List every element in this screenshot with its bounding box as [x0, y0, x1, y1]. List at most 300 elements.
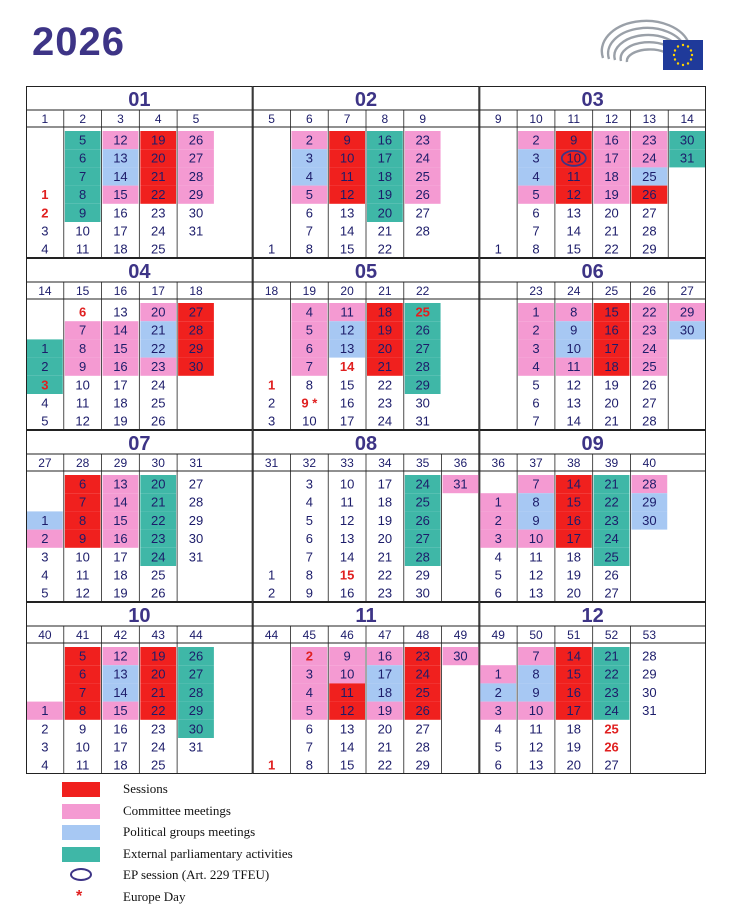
day-cell[interactable]: 28: [642, 648, 657, 664]
day-cell[interactable]: 3: [305, 666, 313, 682]
day-cell[interactable]: 19: [566, 567, 582, 583]
day-cell[interactable]: 10: [75, 549, 90, 565]
day-cell[interactable]: 13: [113, 476, 128, 492]
day-cell[interactable]: 12: [75, 413, 90, 429]
day-cell[interactable]: 11: [75, 241, 90, 257]
day-cell[interactable]: 22: [604, 241, 619, 257]
day-cell[interactable]: 27: [415, 340, 430, 356]
day-cell[interactable]: 5: [305, 512, 313, 528]
day-cell[interactable]: 15: [339, 377, 355, 393]
day-cell[interactable]: 27: [188, 150, 204, 166]
day-cell[interactable]: 20: [150, 666, 166, 682]
day-cell[interactable]: 21: [604, 648, 619, 664]
day-cell[interactable]: 26: [415, 187, 430, 203]
day-cell[interactable]: 15: [113, 187, 128, 203]
day-cell[interactable]: 22: [150, 703, 166, 719]
day-cell[interactable]: 14: [339, 359, 355, 375]
day-cell[interactable]: 30: [679, 132, 695, 148]
day-cell[interactable]: 19: [150, 132, 166, 148]
day-cell[interactable]: 1: [267, 377, 276, 393]
day-cell[interactable]: 7: [79, 322, 87, 338]
day-cell[interactable]: 31: [188, 223, 204, 239]
day-cell[interactable]: 7: [305, 549, 313, 565]
day-cell[interactable]: 24: [642, 340, 657, 356]
day-cell[interactable]: 17: [339, 413, 355, 429]
day-cell[interactable]: 17: [113, 377, 128, 393]
day-cell[interactable]: 17: [604, 340, 619, 356]
day-cell[interactable]: 19: [377, 512, 393, 528]
day-cell[interactable]: 10: [75, 739, 90, 755]
day-cell[interactable]: 21: [377, 549, 393, 565]
day-cell[interactable]: 31: [188, 739, 204, 755]
day-cell[interactable]: 5: [79, 132, 87, 148]
day-cell[interactable]: 21: [377, 739, 393, 755]
day-cell[interactable]: 31: [679, 150, 695, 166]
day-cell[interactable]: 29: [679, 304, 695, 320]
day-cell[interactable]: 1: [41, 703, 49, 719]
day-cell[interactable]: 11: [567, 168, 581, 184]
day-cell[interactable]: 11: [75, 757, 90, 773]
day-cell[interactable]: 3: [532, 340, 540, 356]
day-cell[interactable]: 23: [377, 395, 393, 411]
day-cell[interactable]: 17: [113, 549, 128, 565]
day-cell[interactable]: 17: [377, 476, 393, 492]
day-cell[interactable]: 24: [604, 531, 619, 547]
day-cell[interactable]: 1: [267, 241, 276, 257]
day-cell[interactable]: 2: [305, 648, 313, 664]
day-cell[interactable]: 24: [415, 150, 430, 166]
day-cell[interactable]: 5: [79, 648, 87, 664]
day-cell[interactable]: 11: [340, 168, 354, 184]
day-cell[interactable]: 13: [339, 721, 355, 737]
day-cell[interactable]: 19: [150, 648, 166, 664]
day-cell[interactable]: 7: [79, 168, 87, 184]
day-cell[interactable]: 14: [566, 413, 582, 429]
day-cell[interactable]: 28: [642, 223, 657, 239]
day-cell[interactable]: 5: [305, 322, 313, 338]
day-cell[interactable]: 4: [41, 567, 49, 583]
day-cell[interactable]: 16: [339, 395, 355, 411]
day-cell[interactable]: 9: [532, 512, 540, 528]
day-cell[interactable]: 1: [494, 494, 502, 510]
day-cell[interactable]: 11: [340, 494, 354, 510]
day-cell[interactable]: 1: [41, 340, 49, 356]
day-cell[interactable]: 24: [150, 223, 166, 239]
day-cell[interactable]: 4: [305, 494, 313, 510]
day-cell[interactable]: 27: [188, 666, 204, 682]
day-cell[interactable]: 13: [566, 395, 582, 411]
day-cell[interactable]: 6: [305, 340, 313, 356]
day-cell[interactable]: 12: [113, 648, 128, 664]
day-cell[interactable]: 12: [528, 739, 544, 755]
day-cell[interactable]: 10: [339, 150, 355, 166]
day-cell[interactable]: 16: [377, 648, 393, 664]
day-cell[interactable]: 5: [532, 377, 540, 393]
day-cell[interactable]: 9: [570, 322, 578, 338]
day-cell[interactable]: 4: [41, 241, 49, 257]
day-cell[interactable]: 18: [113, 757, 128, 773]
day-cell[interactable]: 22: [377, 241, 393, 257]
day-cell[interactable]: 31: [453, 476, 468, 492]
day-cell[interactable]: 13: [113, 304, 128, 320]
day-cell[interactable]: 26: [415, 703, 430, 719]
day-cell[interactable]: 20: [604, 395, 619, 411]
day-cell[interactable]: 26: [150, 413, 166, 429]
day-cell[interactable]: 5: [305, 187, 313, 203]
day-cell[interactable]: 29: [642, 494, 657, 510]
day-cell[interactable]: 29: [415, 757, 430, 773]
day-cell[interactable]: 15: [566, 666, 582, 682]
day-cell[interactable]: 26: [604, 739, 619, 755]
day-cell[interactable]: 19: [566, 739, 582, 755]
day-cell[interactable]: 12: [566, 377, 582, 393]
day-cell[interactable]: 14: [113, 494, 128, 510]
day-cell[interactable]: 1: [41, 512, 49, 528]
day-cell[interactable]: 29: [642, 241, 657, 257]
day-cell[interactable]: 9: [532, 684, 540, 700]
day-cell[interactable]: 27: [642, 205, 657, 221]
day-cell[interactable]: 27: [415, 531, 430, 547]
day-cell[interactable]: 10: [339, 476, 355, 492]
day-cell[interactable]: 31: [415, 413, 430, 429]
day-cell[interactable]: 13: [528, 585, 544, 601]
day-cell[interactable]: 4: [532, 359, 540, 375]
day-cell[interactable]: 3: [305, 150, 313, 166]
day-cell[interactable]: 29: [188, 340, 204, 356]
day-cell[interactable]: 28: [188, 322, 204, 338]
day-cell[interactable]: 6: [305, 721, 313, 737]
day-cell[interactable]: 2: [494, 512, 502, 528]
day-cell[interactable]: 21: [150, 684, 166, 700]
day-cell[interactable]: 25: [415, 304, 430, 320]
day-cell[interactable]: 16: [566, 512, 582, 528]
day-cell[interactable]: 21: [604, 476, 619, 492]
day-cell[interactable]: 27: [642, 395, 657, 411]
day-cell[interactable]: 15: [339, 757, 355, 773]
day-cell[interactable]: 14: [566, 648, 582, 664]
day-cell[interactable]: 2: [305, 132, 313, 148]
day-cell[interactable]: 29: [188, 703, 204, 719]
day-cell[interactable]: 22: [150, 340, 166, 356]
day-cell[interactable]: 29: [415, 377, 430, 393]
day-cell[interactable]: 6: [305, 531, 313, 547]
day-cell[interactable]: 9: [343, 132, 351, 148]
day-cell[interactable]: 25: [150, 567, 166, 583]
day-cell[interactable]: 20: [377, 721, 393, 737]
day-cell[interactable]: 15: [113, 703, 128, 719]
day-cell[interactable]: 18: [113, 567, 128, 583]
day-cell[interactable]: 27: [188, 476, 204, 492]
day-cell[interactable]: 15: [339, 567, 355, 583]
day-cell[interactable]: 16: [113, 721, 128, 737]
day-cell[interactable]: 15: [566, 494, 582, 510]
day-cell[interactable]: 5: [305, 703, 313, 719]
day-cell[interactable]: 20: [566, 585, 582, 601]
day-cell[interactable]: 16: [339, 585, 355, 601]
day-cell[interactable]: 24: [642, 150, 657, 166]
day-cell[interactable]: 13: [113, 666, 128, 682]
day-cell[interactable]: 4: [494, 549, 502, 565]
day-cell[interactable]: 6: [79, 304, 87, 320]
day-cell[interactable]: 6: [79, 150, 87, 166]
day-cell[interactable]: 22: [604, 666, 619, 682]
day-cell[interactable]: 25: [642, 359, 657, 375]
day-cell[interactable]: 11: [75, 395, 90, 411]
day-cell[interactable]: 4: [41, 757, 49, 773]
day-cell[interactable]: 14: [113, 168, 128, 184]
day-cell[interactable]: 7: [532, 413, 540, 429]
day-cell[interactable]: 1: [494, 241, 502, 257]
day-cell[interactable]: 24: [377, 413, 393, 429]
day-cell[interactable]: 30: [188, 359, 204, 375]
day-cell[interactable]: 14: [566, 223, 582, 239]
day-cell[interactable]: 20: [377, 531, 393, 547]
day-cell[interactable]: 12: [113, 132, 128, 148]
day-cell[interactable]: 8: [532, 241, 540, 257]
day-cell[interactable]: 8: [570, 304, 578, 320]
day-cell[interactable]: 27: [415, 721, 430, 737]
day-cell[interactable]: 18: [604, 168, 619, 184]
day-cell[interactable]: 30: [642, 684, 657, 700]
day-cell[interactable]: 17: [566, 703, 582, 719]
day-cell[interactable]: 23: [642, 322, 657, 338]
day-cell[interactable]: 13: [566, 205, 582, 221]
day-cell[interactable]: 23: [642, 132, 657, 148]
day-cell[interactable]: 8: [305, 377, 313, 393]
day-cell[interactable]: 26: [415, 322, 430, 338]
day-cell[interactable]: 23: [150, 205, 166, 221]
day-cell[interactable]: 20: [377, 340, 393, 356]
day-cell[interactable]: 1: [532, 304, 540, 320]
day-cell[interactable]: 27: [604, 585, 619, 601]
day-cell[interactable]: 25: [415, 168, 430, 184]
day-cell[interactable]: 15: [113, 512, 128, 528]
day-cell[interactable]: 2: [267, 395, 276, 411]
day-cell[interactable]: 1: [494, 666, 502, 682]
day-cell[interactable]: 26: [642, 187, 657, 203]
day-cell[interactable]: 9: [570, 132, 578, 148]
day-cell[interactable]: 29: [642, 666, 657, 682]
day-cell[interactable]: 18: [604, 359, 619, 375]
day-cell[interactable]: 28: [415, 739, 430, 755]
day-cell[interactable]: 19: [377, 322, 393, 338]
day-cell[interactable]: 25: [415, 684, 430, 700]
day-cell[interactable]: 17: [604, 150, 619, 166]
day-cell[interactable]: 15: [566, 241, 582, 257]
day-cell[interactable]: 6: [305, 205, 313, 221]
day-cell[interactable]: 22: [377, 757, 393, 773]
day-cell[interactable]: 2: [41, 205, 49, 221]
day-cell[interactable]: 26: [604, 567, 619, 583]
day-cell[interactable]: 18: [377, 168, 393, 184]
day-cell[interactable]: 5: [532, 187, 540, 203]
day-cell[interactable]: 24: [150, 739, 166, 755]
day-cell[interactable]: 3: [305, 476, 313, 492]
day-cell[interactable]: 8: [532, 666, 540, 682]
day-cell[interactable]: 7: [79, 684, 87, 700]
day-cell[interactable]: 21: [604, 413, 619, 429]
day-cell[interactable]: 12: [339, 512, 355, 528]
day-cell[interactable]: 5: [494, 739, 502, 755]
day-cell[interactable]: 5: [41, 413, 49, 429]
day-cell[interactable]: 22: [642, 304, 657, 320]
day-cell[interactable]: 16: [377, 132, 393, 148]
day-cell[interactable]: 3: [41, 739, 49, 755]
day-cell[interactable]: 2: [41, 359, 49, 375]
day-cell[interactable]: 24: [150, 549, 166, 565]
day-cell[interactable]: 7: [532, 476, 540, 492]
day-cell[interactable]: 13: [528, 757, 544, 773]
day-cell[interactable]: 7: [532, 223, 540, 239]
day-cell[interactable]: 29: [188, 512, 204, 528]
day-cell[interactable]: 4: [494, 721, 502, 737]
day-cell[interactable]: 10: [528, 531, 544, 547]
day-cell[interactable]: 10: [528, 703, 544, 719]
day-cell[interactable]: 23: [377, 585, 393, 601]
day-cell[interactable]: 19: [604, 377, 619, 393]
day-cell[interactable]: 6: [494, 585, 502, 601]
day-cell[interactable]: 2: [532, 132, 540, 148]
day-cell[interactable]: 18: [377, 684, 393, 700]
day-cell[interactable]: 25: [150, 395, 166, 411]
day-cell[interactable]: 21: [377, 359, 393, 375]
day-cell[interactable]: 26: [188, 648, 204, 664]
day-cell[interactable]: 23: [604, 684, 619, 700]
day-cell[interactable]: 8: [532, 494, 540, 510]
day-cell[interactable]: 21: [150, 494, 166, 510]
day-cell[interactable]: 11: [529, 721, 543, 737]
day-cell[interactable]: 29: [188, 187, 204, 203]
day-cell[interactable]: 9: [305, 585, 313, 601]
day-cell[interactable]: 30: [642, 512, 657, 528]
day-cell[interactable]: 3: [267, 413, 276, 429]
day-cell[interactable]: 3: [532, 150, 540, 166]
day-cell[interactable]: 19: [113, 413, 128, 429]
day-cell[interactable]: 14: [339, 223, 355, 239]
day-cell[interactable]: 17: [113, 739, 128, 755]
day-cell[interactable]: 10: [566, 340, 582, 356]
day-cell[interactable]: 6: [79, 476, 87, 492]
day-cell[interactable]: 8: [305, 241, 313, 257]
day-cell[interactable]: 26: [415, 512, 430, 528]
day-cell[interactable]: 13: [339, 205, 355, 221]
day-cell[interactable]: 4: [41, 395, 49, 411]
day-cell[interactable]: 14: [339, 739, 355, 755]
day-cell[interactable]: 25: [415, 494, 430, 510]
day-cell[interactable]: 8: [79, 703, 87, 719]
day-cell[interactable]: 18: [377, 304, 393, 320]
day-cell[interactable]: 11: [340, 684, 354, 700]
day-cell[interactable]: 28: [415, 359, 430, 375]
day-cell[interactable]: 30: [415, 585, 430, 601]
day-cell[interactable]: 21: [604, 223, 619, 239]
day-cell[interactable]: 26: [642, 377, 657, 393]
day-cell[interactable]: 10: [302, 413, 317, 429]
day-cell[interactable]: 8: [79, 340, 87, 356]
day-cell[interactable]: 28: [415, 549, 430, 565]
day-cell[interactable]: 12: [528, 567, 544, 583]
day-cell[interactable]: 12: [339, 322, 355, 338]
day-cell[interactable]: 4: [305, 168, 313, 184]
day-cell[interactable]: 1: [267, 567, 276, 583]
day-cell[interactable]: 2: [41, 721, 49, 737]
day-cell[interactable]: 2: [41, 531, 49, 547]
day-cell[interactable]: 16: [113, 359, 128, 375]
day-cell[interactable]: 2: [532, 322, 540, 338]
day-cell[interactable]: 3: [41, 549, 49, 565]
day-cell[interactable]: 3: [41, 223, 49, 239]
day-cell[interactable]: 16: [113, 205, 128, 221]
day-cell[interactable]: 14: [113, 322, 128, 338]
day-cell[interactable]: 23: [415, 648, 430, 664]
day-cell[interactable]: 6: [79, 666, 87, 682]
day-cell[interactable]: 12: [339, 187, 355, 203]
day-cell[interactable]: 28: [188, 494, 204, 510]
day-cell[interactable]: 12: [75, 585, 90, 601]
day-cell[interactable]: 25: [604, 721, 619, 737]
day-cell[interactable]: 23: [150, 359, 166, 375]
day-cell[interactable]: 11: [529, 549, 543, 565]
day-cell[interactable]: 16: [604, 132, 619, 148]
day-cell[interactable]: 3: [494, 531, 502, 547]
day-cell[interactable]: 3: [494, 703, 502, 719]
day-cell[interactable]: 31: [188, 549, 204, 565]
day-cell[interactable]: 13: [113, 150, 128, 166]
day-cell[interactable]: 13: [339, 340, 355, 356]
day-cell[interactable]: 25: [150, 241, 166, 257]
day-cell[interactable]: 22: [150, 512, 166, 528]
day-cell[interactable]: 24: [415, 666, 430, 682]
day-cell[interactable]: 21: [377, 223, 393, 239]
day-cell[interactable]: 25: [150, 757, 166, 773]
day-cell[interactable]: 6: [532, 205, 540, 221]
day-cell[interactable]: 23: [150, 531, 166, 547]
day-cell[interactable]: 2: [494, 684, 502, 700]
day-cell[interactable]: 24: [415, 476, 430, 492]
day-cell[interactable]: 8: [305, 567, 313, 583]
day-cell[interactable]: 30: [188, 721, 204, 737]
day-cell[interactable]: 5: [41, 585, 49, 601]
day-cell[interactable]: 8: [79, 512, 87, 528]
day-cell[interactable]: 21: [150, 322, 166, 338]
day-cell[interactable]: 31: [642, 703, 657, 719]
day-cell[interactable]: 9: [79, 531, 87, 547]
day-cell[interactable]: 10: [339, 666, 355, 682]
day-cell[interactable]: 22: [604, 494, 619, 510]
day-cell[interactable]: 7: [305, 359, 313, 375]
day-cell[interactable]: 5: [494, 567, 502, 583]
day-cell[interactable]: 11: [340, 304, 354, 320]
day-cell[interactable]: 4: [305, 304, 313, 320]
day-cell[interactable]: 30: [679, 322, 695, 338]
day-cell[interactable]: 17: [377, 666, 393, 682]
day-cell[interactable]: 3: [41, 377, 49, 393]
day-cell[interactable]: 26: [188, 132, 204, 148]
day-cell[interactable]: 1: [267, 757, 276, 773]
day-cell[interactable]: 23: [415, 132, 430, 148]
day-cell[interactable]: 27: [415, 205, 430, 221]
day-cell[interactable]: 19: [377, 703, 393, 719]
day-cell[interactable]: 20: [566, 757, 582, 773]
day-cell[interactable]: 23: [604, 512, 619, 528]
day-cell[interactable]: 16: [604, 322, 619, 338]
day-cell[interactable]: 7: [305, 739, 313, 755]
day-cell[interactable]: 9 *: [301, 395, 318, 411]
day-cell[interactable]: 13: [339, 531, 355, 547]
day-cell[interactable]: 1: [41, 187, 49, 203]
day-cell[interactable]: 6: [494, 757, 502, 773]
day-cell[interactable]: 9: [79, 359, 87, 375]
